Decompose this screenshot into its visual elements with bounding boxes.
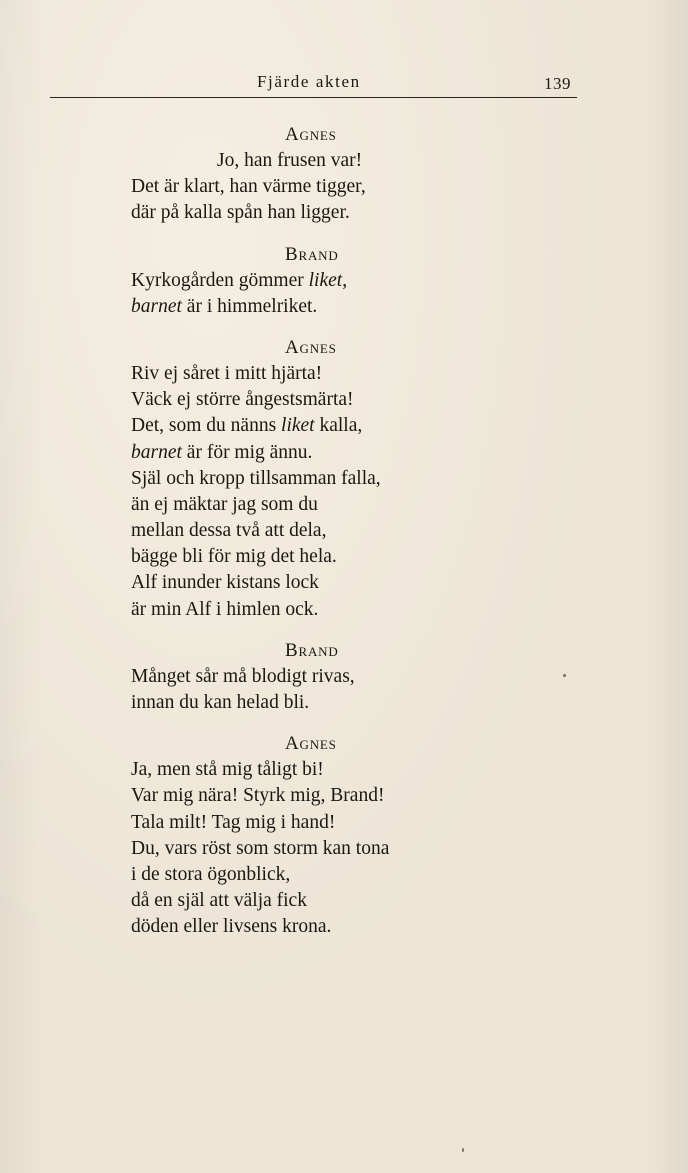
line-text: Kyrkogården gömmer xyxy=(131,269,309,291)
line-text: Ja, men stå mig tåligt bi! xyxy=(131,759,324,781)
line-text: Väck ej större ångestsmärta! xyxy=(131,389,354,411)
verse-line xyxy=(131,466,491,492)
verse-line xyxy=(131,518,491,544)
verse-line xyxy=(131,690,491,716)
line-text: då en själ att välja fick xyxy=(131,890,307,912)
stanza-gap xyxy=(131,227,491,235)
speaker-name: Brand xyxy=(285,243,339,265)
stanza-gap xyxy=(131,716,491,724)
running-head xyxy=(0,72,688,96)
stanza-gap xyxy=(131,320,491,328)
verse-line xyxy=(131,664,491,690)
verse-line xyxy=(131,174,491,200)
line-text: är i himmelriket. xyxy=(181,295,318,317)
italic-word: liket xyxy=(281,415,315,437)
line-text: Riv ej såret i mitt hjärta! xyxy=(131,362,323,384)
running-title: Fjärde akten xyxy=(257,72,361,91)
line-text: Du, vars röst som storm kan tona xyxy=(131,837,390,859)
header-rule xyxy=(50,97,577,98)
verse-line xyxy=(131,268,491,294)
verse-line xyxy=(131,862,491,888)
line-text: där på kalla spån han ligger. xyxy=(131,202,350,224)
verse-text xyxy=(131,121,491,941)
line-text: Själ och kropp tillsamman falla, xyxy=(131,467,381,489)
verse-line xyxy=(131,413,491,439)
page-number: 139 xyxy=(544,74,571,93)
line-text: mellan dessa två att dela, xyxy=(131,520,327,542)
verse-line xyxy=(131,570,491,596)
verse-line xyxy=(131,544,491,570)
verse-line xyxy=(131,361,491,387)
line-text: är för mig ännu. xyxy=(181,441,313,463)
verse-line xyxy=(131,440,491,466)
speaker-name: Agnes xyxy=(285,336,337,358)
verse-line xyxy=(131,200,491,226)
line-text: Det, som du nänns xyxy=(131,415,282,437)
italic-word: liket xyxy=(308,269,343,291)
line-text: Alf inunder kistans lock xyxy=(131,572,319,594)
speaker-name: Agnes xyxy=(285,124,337,145)
line-text: i de stora ögonblick, xyxy=(131,863,291,885)
margin-speck xyxy=(563,674,566,677)
line-text: kalla, xyxy=(314,415,363,437)
line-text: bägge bli för mig det hela. xyxy=(131,546,337,568)
line-text: Tala milt! Tag mig i hand! xyxy=(131,811,336,833)
line-text: döden eller livsens krona. xyxy=(131,916,332,938)
verse-line xyxy=(131,836,491,862)
italic-word: barnet xyxy=(131,295,182,317)
italic-word: barnet xyxy=(131,441,182,463)
stanza-gap xyxy=(131,623,491,631)
speaker-name: Agnes xyxy=(285,733,337,755)
margin-speck xyxy=(462,1148,464,1152)
verse-line xyxy=(131,387,491,413)
verse-line xyxy=(131,294,491,320)
line-text: än ej mäktar jag som du xyxy=(131,493,318,515)
verse-line xyxy=(131,810,491,836)
verse-line xyxy=(131,914,491,940)
speaker-name: Brand xyxy=(285,639,339,661)
verse-line xyxy=(131,597,491,623)
line-text: innan du kan helad bli. xyxy=(131,692,310,713)
line-text: Jo, han frusen var! xyxy=(217,150,363,171)
verse-line xyxy=(131,492,491,518)
verse-line xyxy=(131,148,491,174)
verse-line xyxy=(131,757,491,783)
line-text: , xyxy=(342,269,348,291)
line-text: Det är klart, han värme tigger, xyxy=(131,176,366,198)
verse-line xyxy=(131,783,491,809)
line-text: är min Alf i himlen ock. xyxy=(131,598,319,620)
line-text: Månget sår må blodigt rivas, xyxy=(131,665,355,687)
line-text: Var mig nära! Styrk mig, Brand! xyxy=(131,785,385,807)
verse-line xyxy=(131,888,491,914)
